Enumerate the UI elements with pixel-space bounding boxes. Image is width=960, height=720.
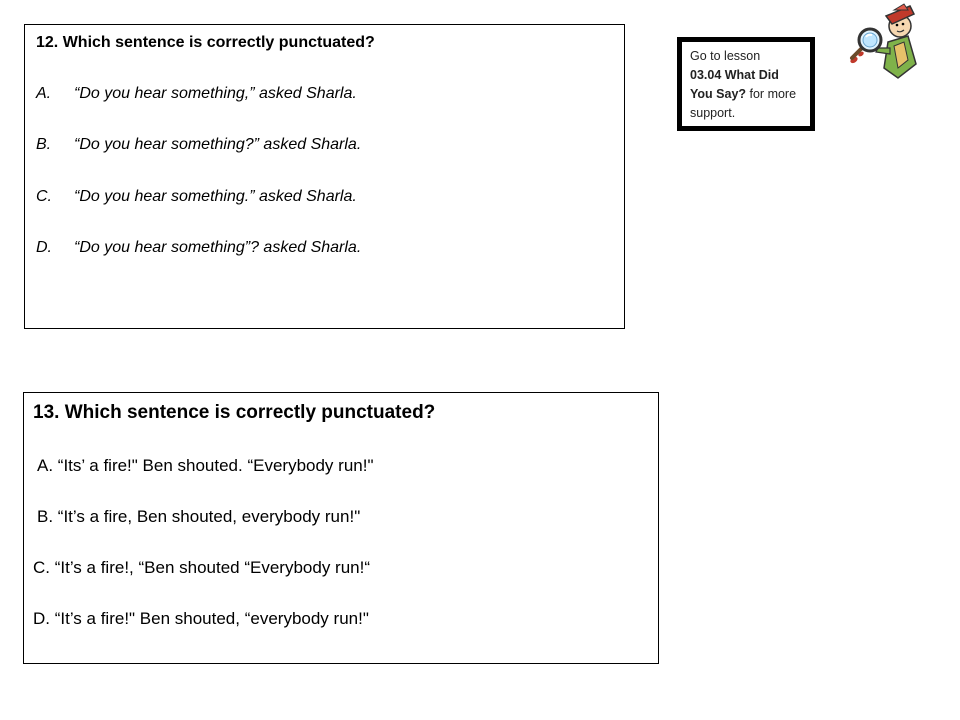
question-12-option-c[interactable]	[36, 188, 357, 206]
question-13-option-c[interactable]: C. “It’s a fire!, “Ben shouted “Everybody run!“	[33, 558, 370, 577]
question-13-option-a[interactable]: A. “Its’ a fire!" Ben shouted. “Everybody run!"	[37, 456, 374, 475]
option-text: “Do you hear something”? asked Sharla.	[74, 239, 362, 256]
option-letter: A.	[36, 85, 52, 102]
option-letter: C.	[36, 188, 52, 205]
option-text: “Do you hear something.” asked Sharla.	[74, 188, 357, 205]
lesson-support-text	[682, 42, 810, 126]
lesson-link[interactable]: 03.04 What Did You Say?	[690, 68, 779, 101]
question-13-option-b[interactable]: B. “It’s a fire, Ben shouted, everybody run!"	[37, 507, 361, 526]
question-13-box	[23, 392, 659, 664]
question-13-option-d[interactable]: D. “It’s a fire!" Ben shouted, “everybody run!"	[33, 609, 369, 628]
option-letter: D.	[36, 239, 52, 256]
support-line1: Go to lesson	[690, 49, 761, 63]
option-text: “Do you hear something,” asked Sharla.	[74, 85, 357, 102]
option-text: “Do you hear something?” asked Sharla.	[74, 136, 362, 153]
option-letter: B.	[36, 136, 52, 153]
question-12-box	[24, 24, 625, 329]
question-12-option-d[interactable]	[36, 239, 361, 257]
question-12-option-a[interactable]	[36, 85, 357, 103]
question-13-title: 13. Which sentence is correctly punctuated?	[33, 402, 436, 423]
question-12-option-b[interactable]	[36, 136, 361, 154]
question-12-title: 12. Which sentence is correctly punctuated?	[36, 34, 375, 51]
lesson-support-note	[677, 37, 815, 131]
support-suffix: for more support.	[690, 87, 797, 120]
detective-with-magnifying-glass-icon	[842, 2, 924, 84]
